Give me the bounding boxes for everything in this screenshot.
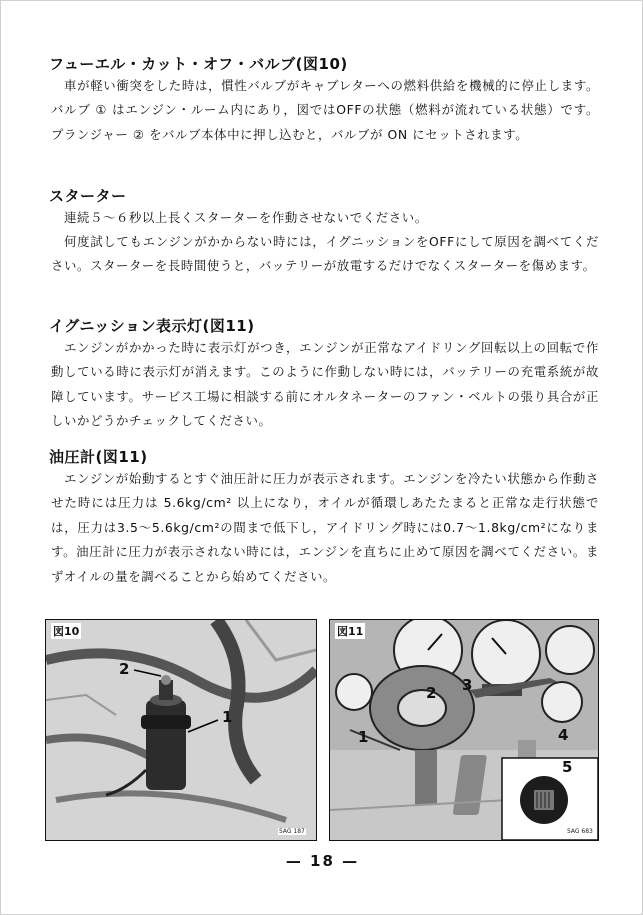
paragraph-fuel-cutoff-valve: 車が軽い衝突をした時は，慣性バルブがキャブレターへの燃料供給を機械的に停止します。バルブ ① はエンジン・ルーム内にあり，図ではOFFの状態（燃料が流れている状態）です。プランジャー ② をバルブ本体中に押し込むと，バルブが ON にセットされます。 (51, 78, 599, 142)
paragraph-ignition-warning-light: エンジンがかかった時に表示灯がつき，エンジンが正常なアイドリング回転以上の回転で作動している時に表示灯が消えます。このように作動しない時には，バッテリーの充電系統が故障しています。サービス工場に相談する前にオルタネーターのファン・ベルトの張り具合が正しいかどうかチェックしてください。 (51, 340, 599, 429)
figure-10-label: 図10 (53, 625, 80, 638)
fuel-valve-illustration (46, 620, 316, 840)
figure-10-code: 5AG 187 (279, 828, 305, 835)
paragraph-oil-pressure-gauge: エンジンが始動するとすぐ油圧計に圧力が表示されます。エンジンを冷たい状態から作動させた時には圧力は 5.6kg/cm² 以上になり，オイルが循環しあたたまると正常な走行状態では，圧力は3.5～5.6kg/cm²の間まで低下し，アイドリング時には0.7～1.8kg/cm²になります。油圧計に圧力が表示されない時には，エンジンを直ちに止めて原因を調べてください。まずオイルの量を調べることから始めてください。 (51, 471, 599, 584)
paragraph-starter-2: 何度試してもエンジンがかからない時には，イグニッションをOFFにして原因を調べてください。スターターを長時間使うと，バッテリーが放電するだけでなくスターターを傷めます。 (51, 234, 599, 274)
heading-starter: スターター (49, 187, 127, 205)
callout-1: 1 (222, 708, 233, 726)
page-number: — 18 — (285, 852, 360, 870)
callout-4: 4 (558, 726, 569, 744)
heading-oil-pressure-gauge: 油圧計(図11) (49, 448, 148, 466)
callout-1: 1 (358, 728, 369, 746)
callout-2: 2 (426, 684, 437, 702)
callout-3: 3 (462, 676, 473, 694)
figure-11-code: 5AG 683 (567, 828, 593, 835)
heading-ignition-warning-light: イグニッション表示灯(図11) (49, 317, 255, 335)
callout-5: 5 (562, 758, 573, 776)
paragraph-starter-1: 連続５～６秒以上長くスターターを作動させないでください。 (64, 210, 428, 225)
figure-10-fuel-valve-photo (45, 619, 317, 841)
heading-fuel-cutoff-valve: フューエル・カット・オフ・バルブ(図10) (49, 55, 348, 73)
figure-11-label: 図11 (337, 625, 364, 638)
callout-2: 2 (119, 660, 130, 678)
figure-11-dashboard-photo (329, 619, 599, 841)
